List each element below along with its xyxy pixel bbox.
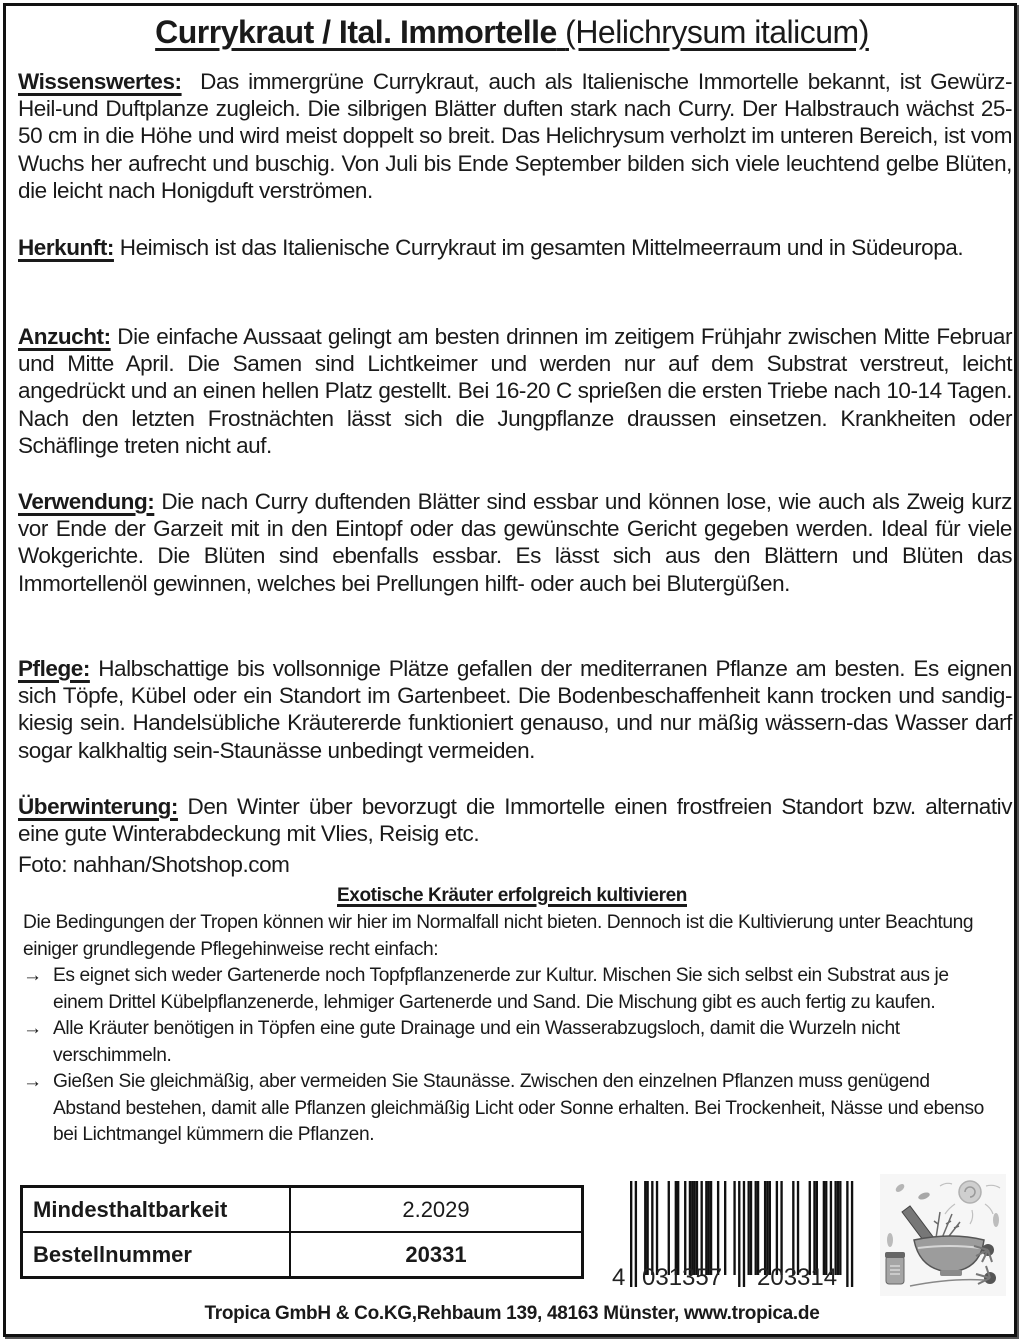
- barcode-bar: [837, 1181, 839, 1275]
- section-ueberwinterung: [18, 793, 1012, 847]
- section-text: Halbschattige bis vollsonnige Plätze gefallen der mediterranen Pflanze am besten. Es eignen sich Töpfe, Kübel oder ein Standort im Gartenbeet. Die Bodenbeschaffenheit kann trocken und sandig-kiesig sein. Handelsübliche Kräutererde funktioniert genauso, und nur mäßig wässern-das Wasser darf sogar kalkhaltig sein-Staunässe unbedingt vermeiden.: [18, 656, 1012, 763]
- barcode-bar: [792, 1181, 794, 1275]
- herbs-illustration: [880, 1174, 1006, 1296]
- list-item: [23, 1069, 998, 1149]
- section-label: Anzucht:: [18, 324, 111, 349]
- barcode-bar: [809, 1181, 811, 1275]
- barcode-bar: [646, 1181, 648, 1275]
- barcode-bar: [743, 1181, 745, 1287]
- barcode-bar: [816, 1181, 818, 1275]
- barcode-bar: [675, 1181, 677, 1275]
- list-item: [23, 963, 998, 1016]
- barcode-bar: [691, 1181, 693, 1275]
- barcode-bar: [733, 1181, 735, 1275]
- arrow-right-icon: →: [23, 1071, 42, 1092]
- barcode-bar: [644, 1181, 646, 1275]
- barcode-bar: [710, 1181, 712, 1275]
- section-label: Verwendung:: [18, 489, 155, 514]
- table-row: [22, 1187, 583, 1233]
- section-text: Den Winter über bevorzugt die Immortelle einen frostfreien Standort bzw. alternativ eine gute Winterabdeckung mit Vlies, Reisig etc.: [18, 794, 1012, 847]
- best-before-value: 2.2029: [290, 1187, 583, 1233]
- section-text: Das immergrüne Currykraut, auch als Italienische Immortelle bekannt, ist Gewürz-Heil-und Duftplanze zugleich. Die silbrigen Blätter duften stark nach Curry. Der Halbstrauch wächst 25-50 cm in die Höhe und wird meist doppelt so breit. Das Helichrysum verholzt im unteren Bereich, ist vom Wuchs her aufrecht und buschig. Von Juli bis Ende September bilden sich viele leuchtend gelbe Blüten, die leicht nach Honigduft verströmen.: [18, 69, 1012, 203]
- barcode-bar: [696, 1181, 698, 1275]
- section-text: Heimisch ist das Italienische Currykraut im gesamten Mittelmeerraum und in Südeuropa.: [119, 235, 964, 260]
- barcode-bar: [846, 1181, 848, 1287]
- photo-credit: Foto: nahhan/Shotshop.com: [18, 852, 290, 877]
- section-label: Wissenswertes:: [18, 69, 182, 94]
- barcode-digits-left: 031357: [642, 1264, 723, 1291]
- section-verwendung: [18, 488, 1012, 597]
- mortar-pestle-illustration-icon: [880, 1174, 1006, 1296]
- barcode-bar: [830, 1181, 832, 1275]
- product-info-table: [20, 1185, 584, 1279]
- section-anzucht: [18, 323, 1012, 459]
- company-footer: Tropica GmbH & Co.KG,Rehbaum 139, 48163 Münster, www.tropica.de: [204, 1303, 820, 1324]
- section-label: Herkunft:: [18, 235, 114, 260]
- barcode-bar: [738, 1181, 740, 1287]
- barcode-digit-first: 4: [612, 1264, 626, 1291]
- barcode-bar: [630, 1181, 632, 1287]
- barcode-bar: [684, 1181, 686, 1275]
- barcode-bar: [757, 1181, 759, 1275]
- best-before-label: Mindesthaltbarkeit: [22, 1187, 291, 1233]
- barcode-bar: [839, 1181, 841, 1275]
- barcode-bar: [797, 1181, 799, 1275]
- scientific-name: (Helichrysum italicum): [565, 14, 869, 50]
- barcode-bar: [825, 1181, 827, 1275]
- barcode-bar: [776, 1181, 778, 1275]
- exotic-herbs-intro: Die Bedingungen der Tropen können wir hier im Normalfall nicht bieten. Dennoch ist die Kultivierung unter Beachtung einiger grundlegende Pflegehinweise recht einfach:: [23, 912, 974, 960]
- barcode-bar: [755, 1181, 757, 1275]
- ean-barcode: [612, 1181, 864, 1297]
- list-item: [23, 1016, 998, 1069]
- barcode-bar: [701, 1181, 703, 1275]
- table-row: [22, 1232, 583, 1278]
- barcode-bar: [764, 1181, 766, 1275]
- barcode-bar: [635, 1181, 637, 1287]
- arrow-right-icon: →: [23, 965, 42, 986]
- barcode-bar: [750, 1181, 752, 1275]
- page-title: [0, 12, 1024, 52]
- barcode-bar: [724, 1181, 726, 1275]
- section-text: Die einfache Aussaat gelingt am besten drinnen im zeitigem Frühjahr zwischen Mitte Februar und Mitte April. Die Samen sind Lichtkeimer und werden nur auf dem Substrat verstreut, leicht angedrückt und an einen hellen Platz gestellt. Bei 16-20 C sprießen die ersten Triebe nach 10-14 Tagen. Nach den letzten Frostnächten lässt sich die Jungpflanze draussen einsetzen. Krankheiten oder Schäflinge treten nicht auf.: [18, 324, 1012, 458]
- barcode-bar: [708, 1181, 710, 1275]
- common-name: Currykraut / Ital. Immortelle: [155, 14, 557, 50]
- barcode-bar: [823, 1181, 825, 1275]
- barcode-bar: [769, 1181, 771, 1275]
- exotic-herbs-title: Exotische Kräuter erfolgreich kultivieren: [337, 885, 687, 906]
- tip-text: Es eignet sich weder Gartenerde noch Topfpflanzenerde zur Kultur. Mischen Sie sich selbst ein Substrat aus je einem Drittel Kübelpflanzenerde, lehmiger Gartenerde und Sand. Die Mischung gibt es auch fertig zu kaufen.: [53, 965, 949, 1013]
- order-number-label: Bestellnummer: [22, 1232, 291, 1278]
- barcode-bar: [813, 1181, 815, 1275]
- barcode-bar: [717, 1181, 719, 1275]
- section-label: Pflege:: [18, 656, 90, 681]
- barcode-bar: [834, 1181, 836, 1275]
- barcode-bar: [748, 1181, 750, 1275]
- order-number-value: 20331: [290, 1232, 583, 1278]
- barcode-bar: [851, 1181, 853, 1287]
- section-wissenswertes: [18, 68, 1012, 204]
- barcode-bar: [705, 1181, 707, 1275]
- barcode-bar: [651, 1181, 653, 1275]
- tip-text: Gießen Sie gleichmäßig, aber vermeiden Sie Staunässe. Zwischen den einzelnen Pflanzen muss genügend Abstand bestehen, damit alle Pflanzen gleichmäßig Licht oder Sonne erhalten. Bei Trockenheit, Nässe und ebenso bei Lichtmangel kümmern die Pflanzen.: [53, 1071, 984, 1145]
- section-label: Überwinterung:: [18, 794, 178, 819]
- barcode-bar: [668, 1181, 670, 1275]
- section-text: Die nach Curry duftenden Blätter sind essbar und können lose, wie auch als Zweig kurz vor Ende der Garzeit mit in den Eintopf oder das gewünschte Gericht gegeben werden. Ideal für viele Wokgerichte. Die Blüten sind ebenfalls essbar. Es lässt sich aus den Blättern und Blüten das Immortellenöl gewinnen, welches bei Prellungen hilft- oder auch bei Blutergüßen.: [18, 489, 1012, 596]
- barcode-bar: [693, 1181, 695, 1275]
- barcode-bar: [656, 1181, 658, 1275]
- exotic-herbs-tips: [23, 963, 998, 1149]
- tip-text: Alle Kräuter benötigen in Töpfen eine gute Drainage und ein Wasserabzugsloch, damit die Wurzeln nicht verschimmeln.: [53, 1018, 900, 1066]
- arrow-right-icon: →: [23, 1018, 42, 1039]
- barcode-bar: [780, 1181, 782, 1275]
- barcode-digits-right: 203314: [757, 1264, 838, 1291]
- section-herkunft: [18, 234, 1012, 261]
- barcode-bar: [677, 1181, 679, 1275]
- section-pflege: [18, 655, 1012, 764]
- barcode-bar: [766, 1181, 768, 1275]
- exotic-herbs-heading: [0, 884, 1024, 908]
- barcode-bar: [689, 1181, 691, 1275]
